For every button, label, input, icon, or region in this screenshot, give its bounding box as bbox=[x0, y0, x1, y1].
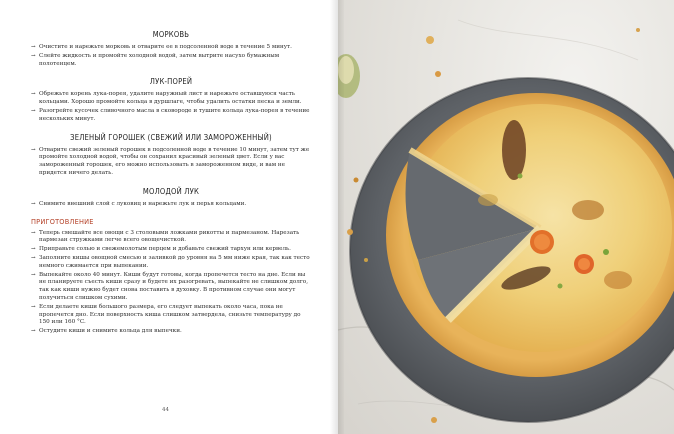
section-title-spring-onion: МОЛОДОЙ ЛУК bbox=[142, 186, 200, 196]
section-steps-leek bbox=[31, 91, 311, 123]
section-steps-spring-onion bbox=[31, 201, 311, 209]
step-item: → Приправьте солью и свежемолотым перцем и добавьте свежий тархун или кервель. bbox=[31, 246, 311, 254]
step-item: → Обрежьте корень лука-порея, удалите наружный лист и нарежьте оставшуюся часть кольцами. Хорошо промойте кольца в дуршлаге, чтобы удалить остатки песка и земли. bbox=[31, 91, 311, 107]
step-item: → Очистите и нарежьте морковь и отварите ее в подсоленной воде в течение 5 минут. bbox=[31, 44, 311, 52]
preparation-title: ПРИГОТОВЛЕНИЕ bbox=[31, 217, 94, 226]
quiche-photo bbox=[338, 0, 674, 434]
page-number: 44 bbox=[162, 407, 169, 413]
section-title-peas: ЗЕЛЕНЫЙ ГОРОШЕК (СВЕЖИЙ ИЛИ ЗАМОРОЖЕННЫЙ) bbox=[70, 132, 272, 142]
step-item: → Остудите киши и снимите кольца для выпечки. bbox=[31, 328, 311, 336]
step-item: → Слейте жидкость и промойте холодной водой, затем вытрите насухо бумажным полотенцем. bbox=[31, 53, 311, 69]
preparation-steps bbox=[31, 230, 311, 336]
step-item: → Снимите внешний слой с луковиц и нарежьте лук и перья кольцами. bbox=[31, 201, 311, 209]
step-item: → Если делаете киши большого размера, его следует выпекать около часа, пока не пропечется дно. Если поверхность киша слишком затвердела, снизьте температуру до 150 или 160 °C. bbox=[31, 304, 311, 327]
recipe-content bbox=[31, 30, 311, 345]
section-title-carrot: МОРКОВЬ bbox=[152, 30, 190, 39]
step-item: → Отварите свежий зеленый горошек в подсоленной воде в течение 10 минут, затем тут же промойте холодной водой, чтобы он сохранил красивый зеленый цвет. Если у вас замороженный горошек, его можно использовать в замороженном виде, и вам не придется ничего делать. bbox=[31, 147, 311, 178]
section-title-leek: ЛУК-ПОРЕЙ bbox=[149, 77, 193, 87]
quiche-photo-illustration bbox=[338, 0, 674, 434]
section-steps-peas bbox=[31, 147, 311, 178]
step-item: → Выпекайте около 40 минут. Киши будут готовы, когда пропечется тесто на дне. Если вы не планируете съесть киши сразу и будете их разогревать, выпекайте не слишком долго, так как киши нужно будет снова поставить в духовку. В противном случае они могут получиться слишком сухими. bbox=[31, 272, 311, 303]
step-item: → Разогрейте кусочек сливочного масла в сковороде и тушите кольца лука-порея в течение нескольких минут. bbox=[31, 108, 311, 124]
step-item: → Теперь смешайте все овощи с 3 столовыми ложками рикотты и пармезаном. Нарезать пармезан стружками легче всего овощечисткой. bbox=[31, 230, 311, 246]
step-item: → Заполните кишы овощной смесью и заливкой до уровня на 5 мм ниже края, так как тесто немного сжимается при выпекании. bbox=[31, 255, 311, 271]
section-steps-carrot bbox=[31, 44, 311, 68]
